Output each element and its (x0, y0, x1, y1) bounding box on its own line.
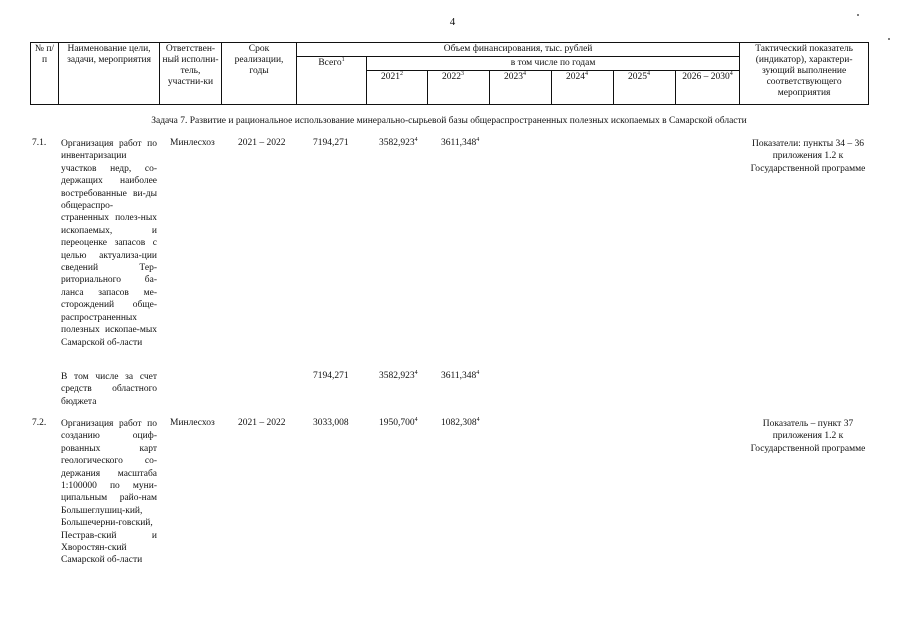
row-name: Организация работ по созданию оциф-рованных карт геологического со-держания масштаба 1:100000 по муни-ципальным райо-нам Большеглушиц-кий, Большечерни-говский, Пестрав-ский и Хворостян-ский Самарской об-ласти (61, 419, 157, 566)
scan-speck (888, 38, 890, 40)
row-2022-value: 1082,308$^4$ (441, 416, 480, 428)
row-2022-value: 3611,348$^4$ (441, 136, 480, 148)
row-responsible: Минлесхоз (170, 138, 215, 148)
row-period: 2021 – 2022 (238, 138, 286, 148)
row-2022-value: 3611,348$^4$ (441, 369, 480, 381)
col-indicator-header: Тактический показатель (индикатор), характери-зующий выполнение соответствующего мероприятия (740, 43, 869, 105)
task-title: Задача 7. Развитие и рациональное использование минерально-сырьевой базы общераспространенных полезных ископаемых в Самарской области (151, 116, 747, 126)
page-number: 4 (449, 16, 456, 28)
row-indicator: Показатели: пункты 34 – 36 приложения 1.2 к Государственной программе (750, 139, 866, 174)
row-2021-value: 1950,700$^4$ (379, 416, 418, 428)
col-period-header: Срок реализации, годы (222, 43, 297, 105)
col-num-header: № п/п (31, 43, 59, 105)
row-total: 7194,271 (313, 371, 349, 381)
header-table (30, 42, 869, 105)
row-2021-value: 3582,923$^4$ (379, 136, 418, 148)
row-number: 7.2. (32, 418, 47, 428)
row-responsible: Минлесхоз (170, 418, 215, 428)
col-funding-header: Объем финансирования, тыс. рублей (297, 43, 740, 57)
row-total: 7194,271 (313, 138, 349, 148)
scan-speck (857, 14, 859, 16)
row-indicator: Показатель – пункт 37 приложения 1.2 к Государственной программе (750, 419, 866, 454)
col-responsible-header: Ответствен-ный исполни-тель, участни-ки (160, 43, 222, 105)
col-year-2025: 2025$^4$ (614, 70, 676, 104)
col-by-years-header: в том числе по годам (367, 56, 740, 70)
row-total: 3033,008 (313, 418, 349, 428)
col-year-2023: 2023$^4$ (490, 70, 552, 104)
row-2021-value: 3582,923$^4$ (379, 369, 418, 381)
row-period: 2021 – 2022 (238, 418, 286, 428)
col-year-2026-2030: 2026 – 2030$^4$ (676, 70, 740, 104)
row-number: 7.1. (32, 138, 47, 148)
col-name-header: Наименование цели, задачи, мероприятия (59, 43, 160, 105)
row-name: В том числе за счет средств областного бюджета (61, 372, 157, 407)
row-name: Организация работ по инвентаризации участков недр, со-держащих наиболее востребованные ви-ды общераспро-страненных полез-ных ископаемых, и переоценке запасов с целью актуализа-ции сведений Тер-риториального ба-ланса запасов ме-сторождений обще-распространенных полезных ископае-мых Самарской об-ласти (61, 139, 157, 348)
col-year-2022: 2022$^3$ (428, 70, 490, 104)
col-year-2021: 2021$^2$ (367, 70, 428, 104)
col-total-header: Всего$^1$ (297, 56, 367, 104)
col-year-2024: 2024$^4$ (552, 70, 614, 104)
